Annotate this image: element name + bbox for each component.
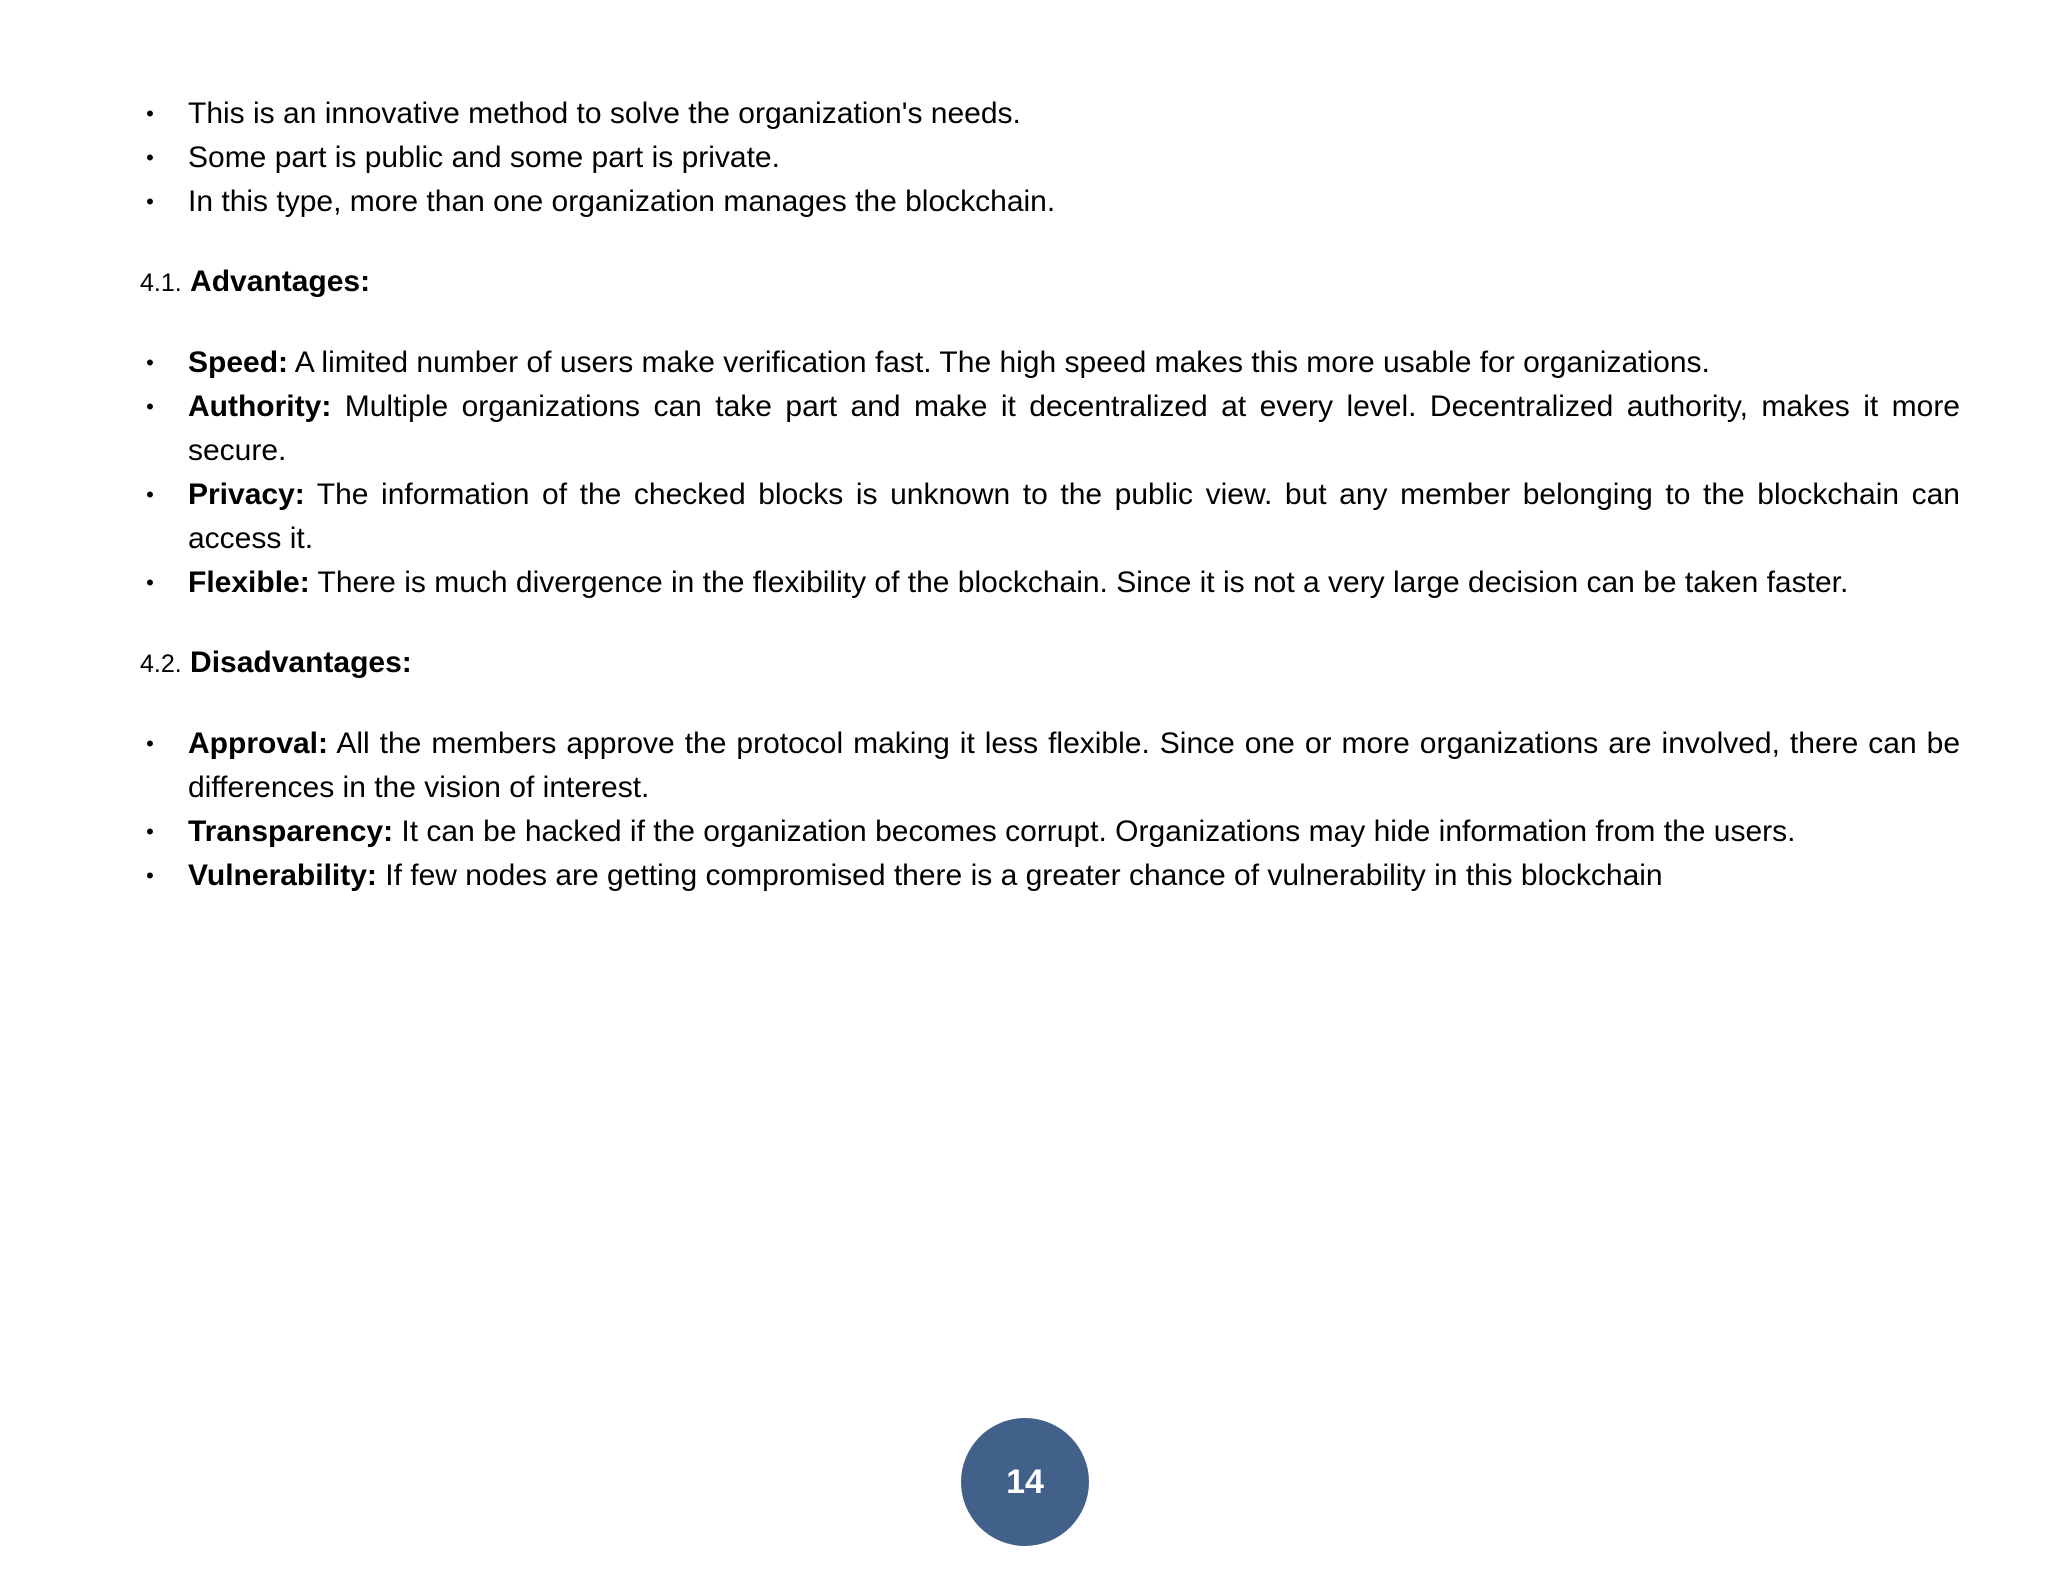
disadvantage-item-transparency: [140, 810, 1960, 854]
advantage-item-authority: [140, 385, 1960, 473]
bullet-icon: •: [146, 819, 154, 844]
list-item-text: This is an innovative method to solve the organization's needs.: [188, 97, 1021, 130]
bullet-icon: •: [146, 482, 154, 507]
disadvantage-item-approval: [140, 722, 1960, 810]
item-text: The information of the checked blocks is unknown to the public view. but any member belonging to the blockchain can access it.: [188, 478, 1960, 555]
list-item: [140, 92, 1960, 136]
intro-bullet-list: [140, 92, 1960, 224]
document-page: [140, 92, 1960, 898]
item-term: Vulnerability:: [188, 859, 377, 892]
section-title: Advantages:: [190, 265, 371, 298]
list-item-text: In this type, more than one organization manages the blockchain.: [188, 185, 1056, 218]
bullet-icon: •: [146, 863, 154, 888]
advantage-item-privacy: [140, 473, 1960, 561]
bullet-icon: •: [146, 145, 154, 170]
bullet-icon: •: [146, 394, 154, 419]
bullet-icon: •: [146, 350, 154, 375]
bullet-icon: •: [146, 731, 154, 756]
item-text: All the members approve the protocol making it less flexible. Since one or more organizations are involved, there can be differences in the vision of interest.: [188, 727, 1960, 804]
item-text: If few nodes are getting compromised there is a greater chance of vulnerability in this blockchain: [376, 859, 1663, 892]
item-term: Approval:: [188, 727, 329, 760]
disadvantages-heading: [140, 641, 1960, 686]
section-title: Disadvantages:: [190, 646, 412, 679]
bullet-icon: •: [146, 101, 154, 126]
list-item: [140, 136, 1960, 180]
item-text: Multiple organizations can take part and make it decentralized at every level. Decentralized authority, makes it more secure.: [188, 390, 1960, 467]
disadvantage-item-vulnerability: [140, 854, 1960, 898]
bullet-icon: •: [146, 189, 154, 214]
disadvantages-list: [140, 722, 1960, 898]
item-text: A limited number of users make verification fast. The high speed makes this more usable for organizations.: [288, 346, 1710, 379]
section-number: 4.2.: [140, 650, 182, 678]
section-number: 4.1.: [140, 269, 182, 297]
advantages-list: [140, 341, 1960, 605]
item-term: Transparency:: [188, 815, 394, 848]
page-number-badge: [961, 1418, 1089, 1546]
item-term: Authority:: [188, 390, 332, 423]
list-item: [140, 180, 1960, 224]
item-term: Flexible:: [188, 566, 310, 599]
item-text: There is much divergence in the flexibility of the blockchain. Since it is not a very large decision can be taken faster.: [309, 566, 1849, 599]
advantage-item-flexible: [140, 561, 1960, 605]
advantages-heading: [140, 260, 1960, 305]
page-number: 14: [1006, 1462, 1044, 1501]
item-term: Speed:: [188, 346, 289, 379]
bullet-icon: •: [146, 570, 154, 595]
item-term: Privacy:: [188, 478, 305, 511]
list-item-text: Some part is public and some part is private.: [188, 141, 780, 174]
item-text: It can be hacked if the organization becomes corrupt. Organizations may hide information from the users.: [393, 815, 1796, 848]
advantage-item-speed: [140, 341, 1960, 385]
